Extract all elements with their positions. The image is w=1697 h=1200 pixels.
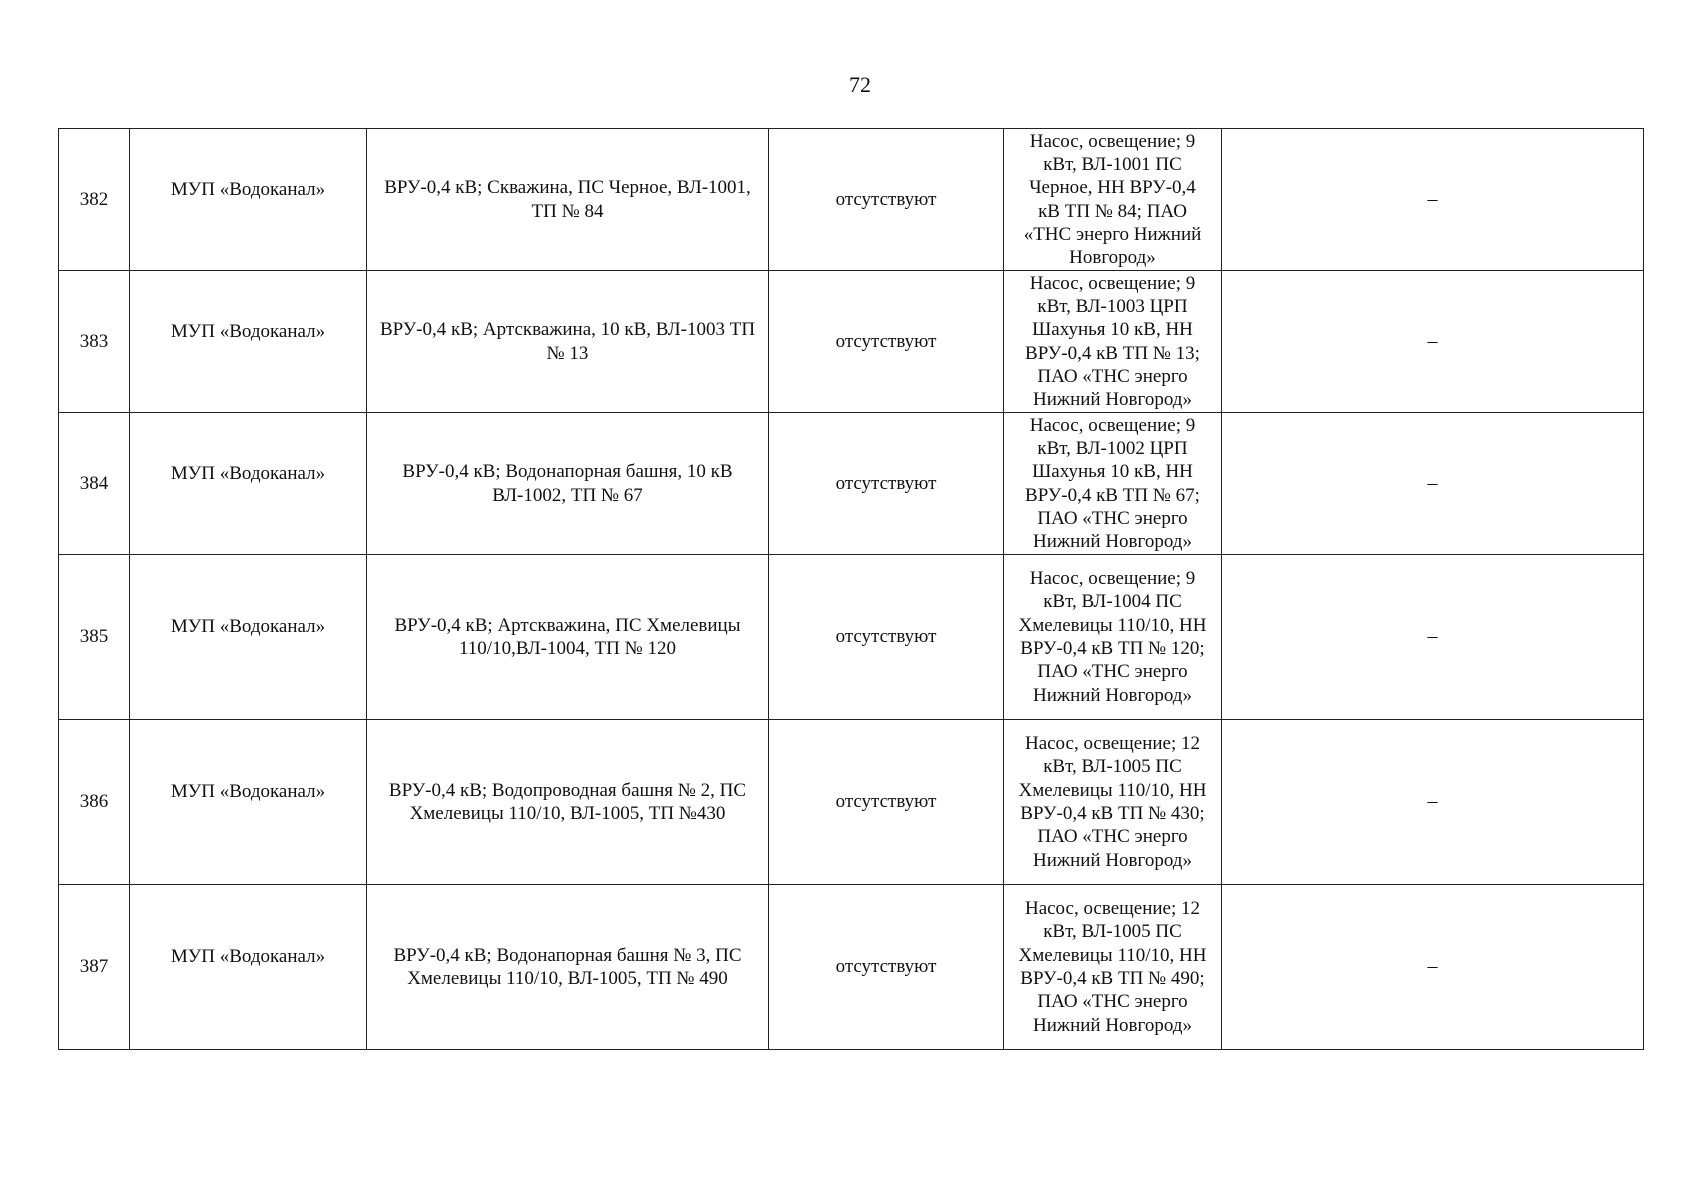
organization-cell: МУП «Водоканал» — [130, 129, 367, 271]
info-cell: Насос, освещение; 12 кВт, ВЛ-1005 ПС Хмелевицы 110/10, НН ВРУ-0,4 кВ ТП № 490; ПАО «ТНС энерго Нижний Новгород» — [1004, 885, 1222, 1050]
table-row — [59, 720, 1644, 885]
object-cell: ВРУ-0,4 кВ; Скважина, ПС Черное, ВЛ-1001, ТП № 84 — [367, 129, 769, 271]
row-number-cell: 387 — [59, 885, 130, 1050]
row-number-cell: 385 — [59, 555, 130, 720]
status-cell: отсутствуют — [769, 555, 1004, 720]
note-cell: – — [1222, 271, 1644, 413]
data-table — [58, 128, 1644, 1050]
status-cell: отсутствуют — [769, 413, 1004, 555]
status-cell: отсутствуют — [769, 271, 1004, 413]
table-row — [59, 129, 1644, 271]
object-cell: ВРУ-0,4 кВ; Водонапорная башня, 10 кВ ВЛ-1002, ТП № 67 — [367, 413, 769, 555]
status-cell: отсутствуют — [769, 720, 1004, 885]
note-cell: – — [1222, 885, 1644, 1050]
organization-cell: МУП «Водоканал» — [130, 720, 367, 885]
info-cell: Насос, освещение; 9 кВт, ВЛ-1003 ЦРП Шахунья 10 кВ, НН ВРУ-0,4 кВ ТП № 13; ПАО «ТНС энерго Нижний Новгород» — [1004, 271, 1222, 413]
note-cell: – — [1222, 129, 1644, 271]
table-row — [59, 885, 1644, 1050]
organization-cell: МУП «Водоканал» — [130, 271, 367, 413]
info-cell: Насос, освещение; 9 кВт, ВЛ-1001 ПС Черное, НН ВРУ-0,4 кВ ТП № 84; ПАО «ТНС энерго Нижний Новгород» — [1004, 129, 1222, 271]
row-number-cell: 383 — [59, 271, 130, 413]
note-cell: – — [1222, 720, 1644, 885]
object-cell: ВРУ-0,4 кВ; Артскважина, ПС Хмелевицы 110/10,ВЛ-1004, ТП № 120 — [367, 555, 769, 720]
info-cell: Насос, освещение; 12 кВт, ВЛ-1005 ПС Хмелевицы 110/10, НН ВРУ-0,4 кВ ТП № 430; ПАО «ТНС энерго Нижний Новгород» — [1004, 720, 1222, 885]
table-row — [59, 271, 1644, 413]
object-cell: ВРУ-0,4 кВ; Водонапорная башня № 3, ПС Хмелевицы 110/10, ВЛ-1005, ТП № 490 — [367, 885, 769, 1050]
page-number: 72 — [849, 72, 871, 97]
note-cell: – — [1222, 413, 1644, 555]
object-cell: ВРУ-0,4 кВ; Водопроводная башня № 2, ПС Хмелевицы 110/10, ВЛ-1005, ТП №430 — [367, 720, 769, 885]
organization-cell: МУП «Водоканал» — [130, 555, 367, 720]
status-cell: отсутствуют — [769, 885, 1004, 1050]
table-row — [59, 555, 1644, 720]
note-cell: – — [1222, 555, 1644, 720]
organization-cell: МУП «Водоканал» — [130, 413, 367, 555]
row-number-cell: 382 — [59, 129, 130, 271]
status-cell: отсутствуют — [769, 129, 1004, 271]
info-cell: Насос, освещение; 9 кВт, ВЛ-1004 ПС Хмелевицы 110/10, НН ВРУ-0,4 кВ ТП № 120; ПАО «ТНС энерго Нижний Новгород» — [1004, 555, 1222, 720]
table-row — [59, 413, 1644, 555]
object-cell: ВРУ-0,4 кВ; Артскважина, 10 кВ, ВЛ-1003 ТП № 13 — [367, 271, 769, 413]
row-number-cell: 384 — [59, 413, 130, 555]
organization-cell: МУП «Водоканал» — [130, 885, 367, 1050]
info-cell: Насос, освещение; 9 кВт, ВЛ-1002 ЦРП Шахунья 10 кВ, НН ВРУ-0,4 кВ ТП № 67; ПАО «ТНС энерго Нижний Новгород» — [1004, 413, 1222, 555]
row-number-cell: 386 — [59, 720, 130, 885]
